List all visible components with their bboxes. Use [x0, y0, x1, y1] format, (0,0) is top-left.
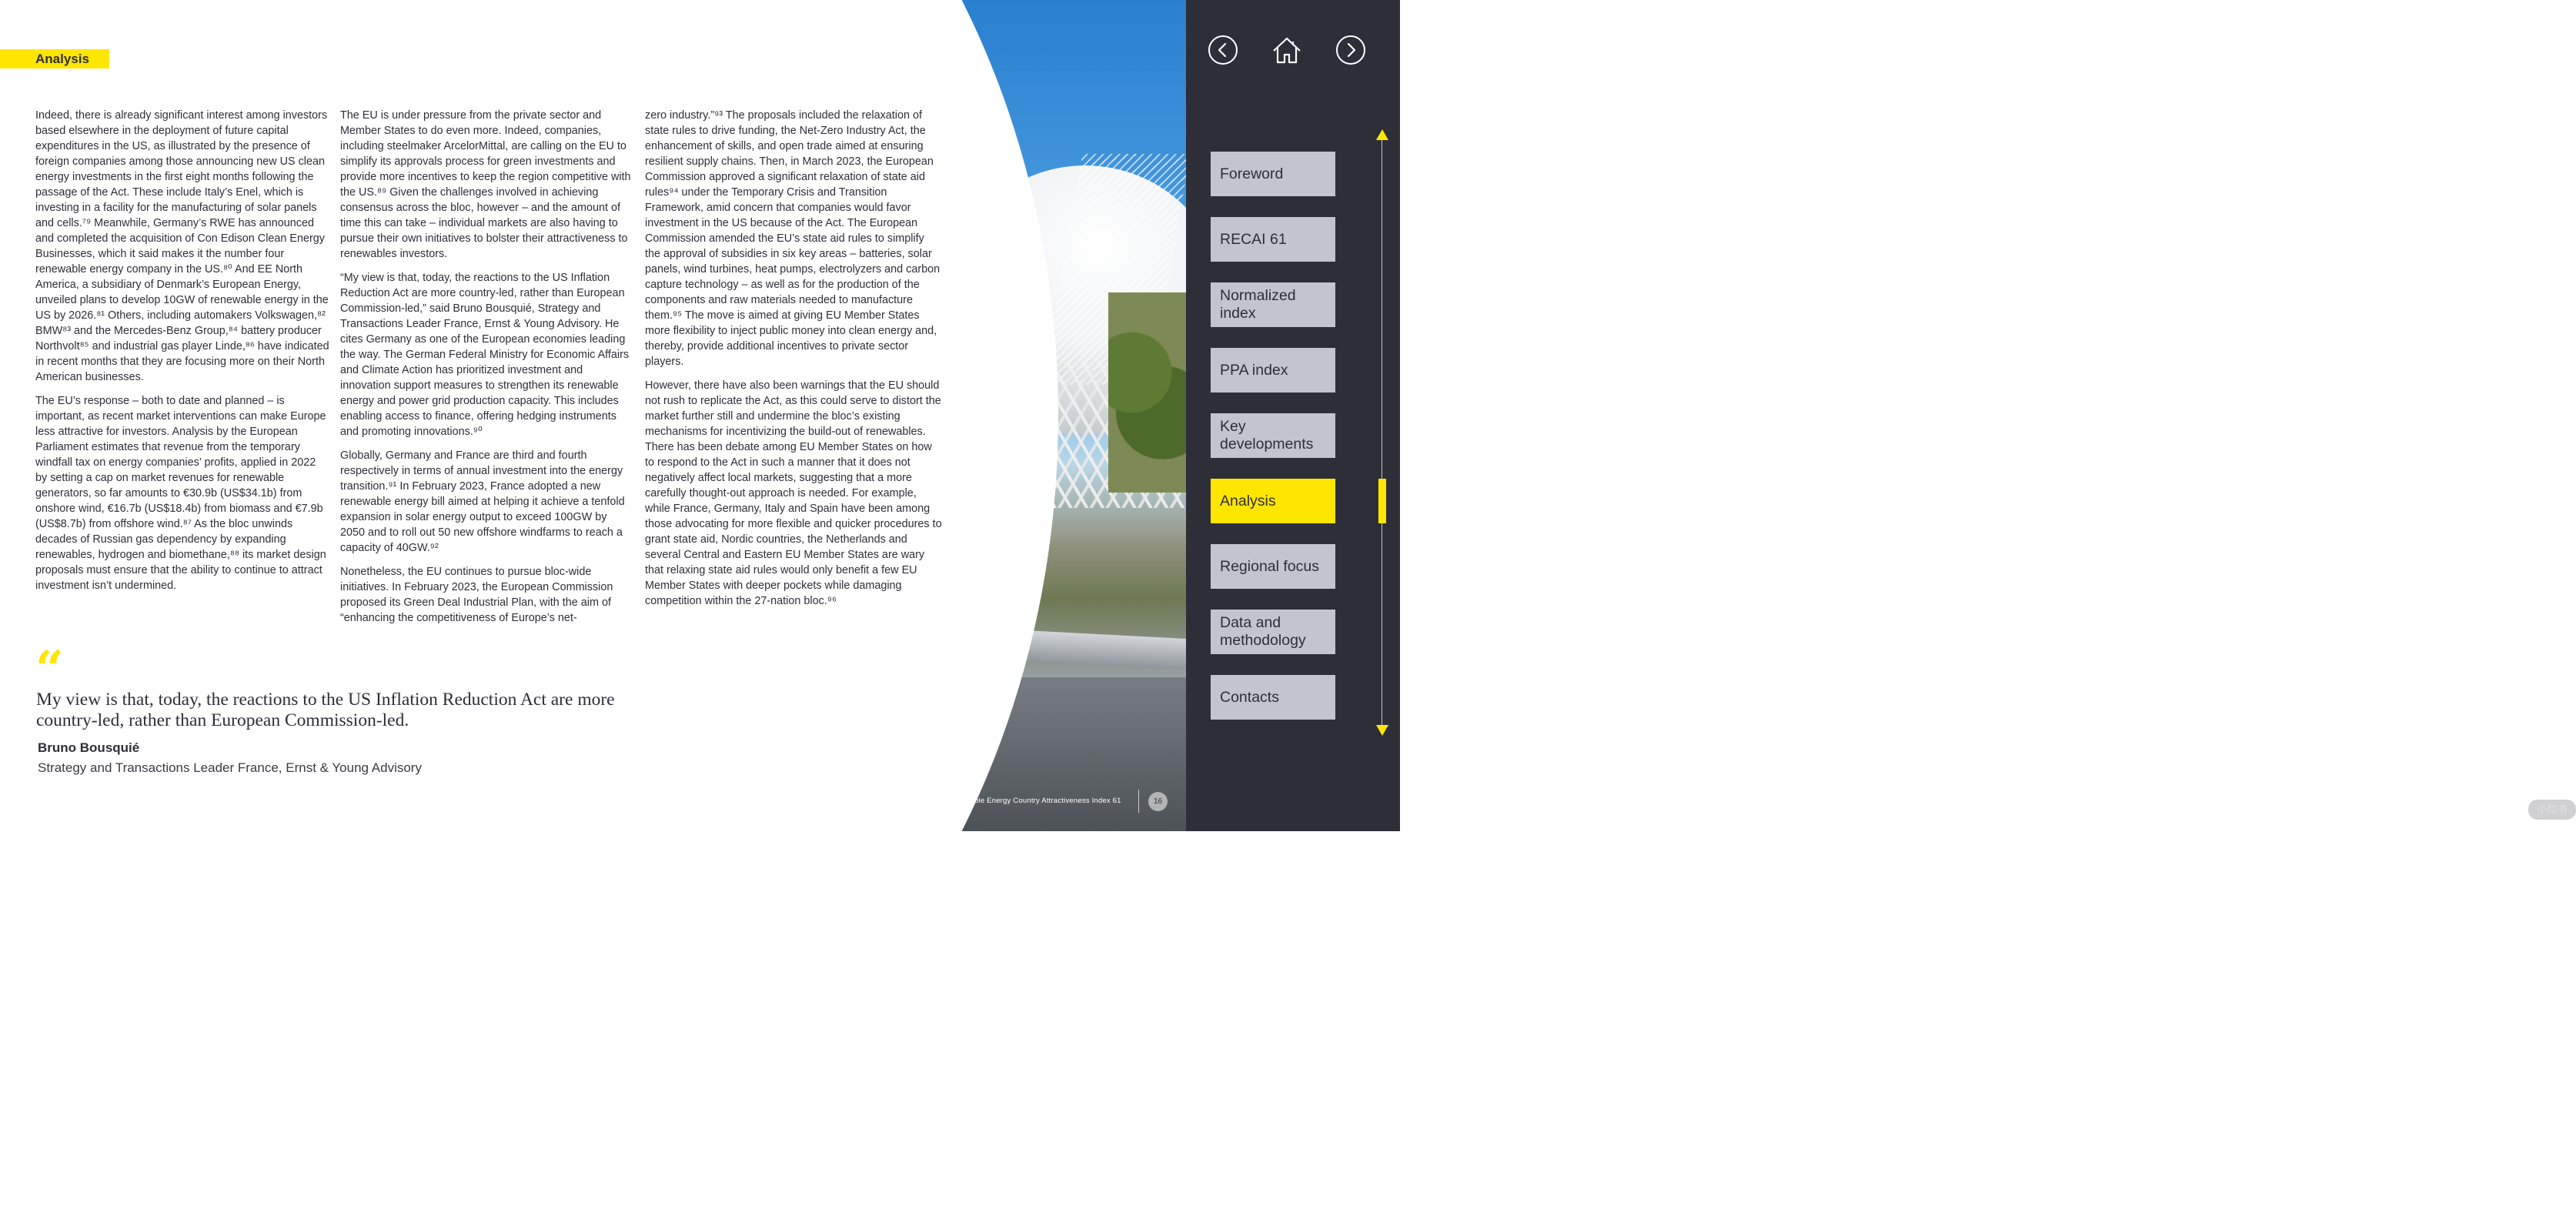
- nav-item-contacts[interactable]: Contacts: [1211, 675, 1335, 720]
- text-column-3: [645, 108, 942, 617]
- paragraph: Nonetheless, the EU continues to pursue bloc-wide initiatives. In February 2023, the European Commission proposed its Green Deal Industrial Plan, with the aim of “enhancing the competitiveness of Europe’s net-: [340, 566, 613, 624]
- footer-report-title: Renewable Energy Country Attractiveness Index 61: [947, 797, 1121, 805]
- previous-page-button[interactable]: [1207, 34, 1239, 66]
- quote-mark-icon: “: [35, 640, 64, 698]
- nav-item-normalized-index[interactable]: Normalized index: [1211, 282, 1335, 327]
- nav-item-regional-focus[interactable]: Regional focus: [1211, 544, 1335, 589]
- paragraph: “My view is that, today, the reactions to the US Inflation Reduction Act are more country-led, rather than European Commission-led,” said Bruno Bousquié, Strategy and Transactions Leader France, Ernst & Young Advisory. He cites Germany as one of the European economies leading the way. The German Federal Ministry for Economic Affairs and Climate Action has prioritized investment and innovation support measures to strengthen its renewable energy and power grid production capacity. This includes enabling access to finance, offering hedging instruments and promoting innovations.⁹⁰: [340, 272, 630, 438]
- text-column-2: [340, 108, 634, 634]
- paragraph: Indeed, there is already significant interest among investors based elsewhere in the deployment of future capital expenditures in the US, as illustrated by the presence of foreign companies among those announcing new US clean energy investments in the first eight months following the passage of the Act. These include Italy’s Enel, which is investing in a facility for the manufacturing of solar panels and cells.⁷⁹ Meanwhile, Germany’s RWE has announced and completed the acquisition of Con Edison Clean Energy Businesses, which it said makes it the number four renewable energy company in the US.⁸⁰ And EE North America, a subsidiary of Denmark’s European Energy, unveiled plans to develop 10GW of renewable energy in the US by 2026.⁸¹ Others, including automakers Volkswagen,⁸² BMW⁸³ and the Mercedes-Benz Group,⁸⁴ battery producer Northvolt⁸⁵ and industrial gas player Linde,⁸⁶ have indicated in recent months that they are focusing more on their North American businesses.: [35, 109, 329, 383]
- scroll-down-arrow-icon[interactable]: [1376, 725, 1388, 736]
- paragraph: The EU’s response – both to date and planned – is important, as recent market interventions can make Europe less attractive for investors. Analysis by the European Parliament estimates that revenue from the temporary windfall tax on energy companies’ profits, applied in 2022 by setting a cap on market revenues for renewable generators, so far amounts to €30.9b (US$34.1b) from onshore wind, €16.7b (US$18.4b) from biomass and €7.9b (US$8.7b) from offshore wind.⁸⁷ As the bloc unwinds decades of Russian gas dependency by expanding renewables, hydrogen and biomethane,⁸⁸ its market design proposals must ensure that the ability to continue to attract investment isn’t undermined.: [35, 395, 326, 592]
- text-column-1: [35, 108, 329, 602]
- quote-author: Bruno Bousquié: [38, 740, 140, 755]
- footer-divider: [1138, 790, 1139, 813]
- paragraph: However, there have also been warnings that the EU should not rush to replicate the Act, as this could serve to distort the market further still and undermine the bloc’s existing mechanisms for incentivizing the build-out of renewables. There has been debate among EU Member States on how to respond to the Act in such a manner that it does not negatively affect local markets, suggesting that a more carefully thought-out approach is needed. For example, while France, Germany, Italy and Spain have been among those advocating for more flexible and quicker procedures to grant state aid, Nordic countries, the Netherlands and several Central and Eastern EU Member States are wary that relaxing state aid rules would only benefit a few EU Member States with deeper pockets while damaging competition within the 27-nation bloc.⁹⁶: [645, 379, 942, 607]
- trees: [1108, 292, 1186, 493]
- paragraph: zero industry.”⁹³ The proposals included the relaxation of state rules to drive funding, the Net-Zero Industry Act, the enhancement of skills, and open trade aimed at ensuring resilient supply chains. Then, in March 2023, the European Commission approved a significant relaxation of state aid rules⁹⁴ under the Temporary Crisis and Transition Framework, amid concern that companies would favor investment in the US because of the Act. The European Commission amended the EU’s state aid rules to simplify the approval of subsidies in six key areas – batteries, solar panels, wind turbines, heat pumps, electrolyzers and carbon capture technology – as well as for the production of the components and raw materials needed to manufacture them.⁹⁵ The move is aimed at giving EU Member States more flexibility to inject public money into clean energy and, thereby, provide additional incentives to private sector players.: [645, 109, 941, 368]
- nav-item-recai-61[interactable]: RECAI 61: [1211, 217, 1335, 262]
- section-tag: Analysis: [0, 49, 109, 68]
- paragraph: Globally, Germany and France are third and fourth respectively in terms of annual investment into the energy transition.⁹¹ In February 2023, France adopted a new renewable energy bill aimed at helping it achieve a tenfold expansion in solar energy output to exceed 100GW by 2050 and to roll out 50 new offshore windfarms to reach a capacity of 40GW.⁹²: [340, 449, 625, 554]
- scroll-up-arrow-icon[interactable]: [1376, 129, 1388, 140]
- watermark-logo: 小红书: [2528, 800, 2576, 820]
- nav-item-ppa-index[interactable]: PPA index: [1211, 348, 1335, 393]
- home-button[interactable]: [1271, 34, 1303, 66]
- nav-panel: [1186, 0, 2568, 831]
- page-number: 16: [1148, 792, 1168, 811]
- paragraph: The EU is under pressure from the private sector and Member States to do even more. Indeed, companies, including steelmaker ArcelorMittal, are calling on the EU to simplify its approvals process for green investments and provide more incentives to keep the region competitive with the US.⁸⁹ Given the challenges involved in achieving consensus across the bloc, however – and the amount of time this can take – individual markets are also having to pursue their own initiatives to bolster their attractiveness to renewables investors.: [340, 109, 631, 260]
- chevron-right-circle-icon: [1335, 34, 1367, 66]
- home-icon: [1271, 34, 1303, 66]
- section-nav-list: [1211, 152, 1335, 740]
- nav-item-foreword[interactable]: Foreword: [1211, 152, 1335, 196]
- nav-item-key-developments[interactable]: Key developments: [1211, 413, 1335, 458]
- chevron-left-circle-icon: [1207, 34, 1239, 66]
- nav-item-data-and-methodology[interactable]: Data and methodology: [1211, 610, 1335, 654]
- pull-quote: My view is that, today, the reactions to the US Inflation Reduction Act are more country-led, rather than European Commission-led.: [36, 690, 615, 730]
- scrollbar-thumb[interactable]: [1378, 479, 1386, 523]
- next-page-button[interactable]: [1335, 34, 1367, 66]
- nav-item-analysis[interactable]: Analysis: [1211, 479, 1335, 523]
- quote-author-role: Strategy and Transactions Leader France, Ernst & Young Advisory: [38, 760, 422, 775]
